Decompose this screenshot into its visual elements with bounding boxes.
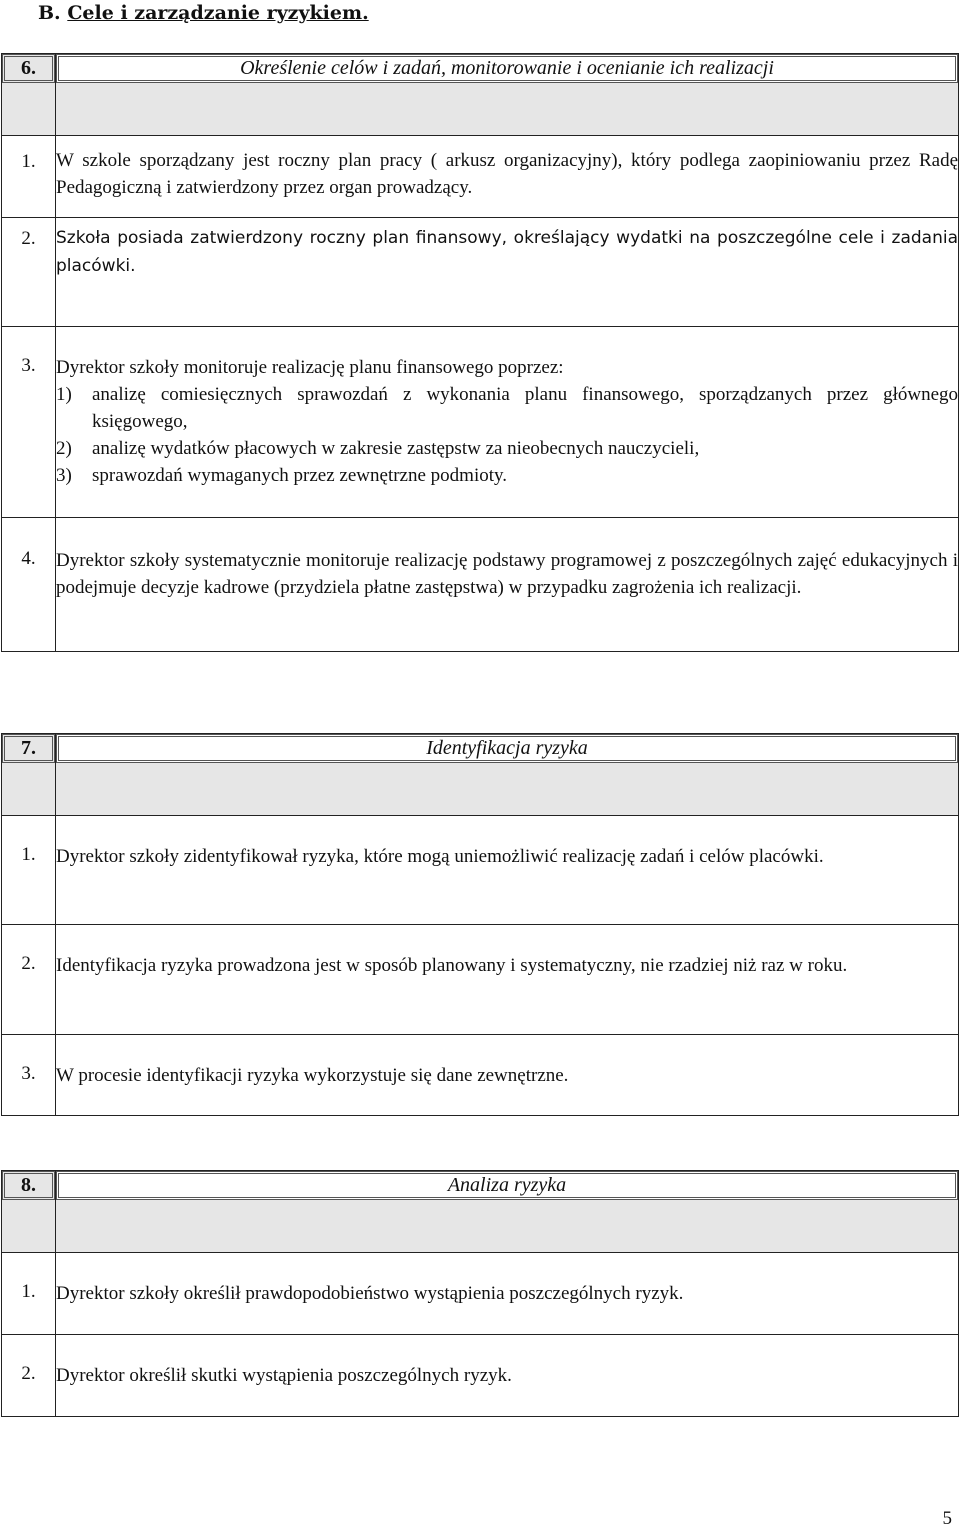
section-8-title: Analiza ryzyka: [56, 1171, 958, 1200]
subitem-text: sprawozdań wymaganych przez zewnętrzne podmioty.: [92, 465, 508, 486]
section-6-number: 6.: [2, 54, 55, 83]
section-7-number: 7.: [2, 734, 55, 763]
table-row: [2, 925, 959, 1035]
heading-text: Cele i zarządzanie ryzykiem.: [67, 2, 369, 24]
subitem-text: analizę comiesięcznych sprawozdań z wykonania planu finansowego, sporządzanych przez głównego księgowego,: [92, 384, 958, 432]
table-row: [2, 218, 959, 327]
item-text: Dyrektor szkoły monitoruje realizację planu finansowego poprzez:: [56, 357, 564, 378]
item-number: 2.: [2, 1335, 56, 1417]
section-8-number: 8.: [2, 1171, 55, 1200]
list-item: [56, 462, 958, 489]
item-text: Szkoła posiada zatwierdzony roczny plan finansowy, określający wydatki na poszczególne cele i zadania placówki.: [56, 218, 959, 327]
item-text: Dyrektor szkoły określił prawdopodobieństwo wystąpienia poszczególnych ryzyk.: [56, 1253, 959, 1335]
page-number: 5: [942, 1508, 952, 1529]
item-number: 2.: [2, 218, 56, 327]
subitem-label: 1): [56, 384, 72, 405]
table-row: [2, 518, 959, 652]
table-row: [2, 816, 959, 925]
section-6-table: [1, 53, 959, 652]
table-row: [2, 1035, 959, 1116]
item-number: 4.: [2, 518, 56, 652]
item-number: 3.: [2, 327, 56, 518]
item-number: 2.: [2, 925, 56, 1035]
item-text: Identyfikacja ryzyka prowadzona jest w sposób planowany i systematyczny, nie rzadziej niż raz w roku.: [56, 925, 959, 1035]
item-text: W procesie identyfikacji ryzyka wykorzystuje się dane zewnętrzne.: [56, 1035, 959, 1116]
item-text: Dyrektor szkoły systematycznie monitoruje realizację podstawy programowej z poszczególnych zajęć edukacyjnych i podejmuje decyzje kadrowe (przydziela płatne zastępstwa) w przypadku zagrożenia ich realizacji.: [56, 518, 959, 652]
heading-letter: B.: [38, 2, 61, 24]
item-number: 1.: [2, 136, 56, 218]
item-number: 1.: [2, 816, 56, 925]
subitem-label: 2): [56, 438, 72, 459]
item-body: [56, 327, 959, 518]
section-7-title: Identyfikacja ryzyka: [56, 734, 958, 763]
item-text: W szkole sporządzany jest roczny plan pracy ( arkusz organizacyjny), który podlega zaopiniowaniu przez Radę Pedagogiczną i zatwierdzony przez organ prowadzący.: [56, 136, 959, 218]
list-item: [56, 381, 958, 435]
table-row: [2, 1335, 959, 1417]
section-8-table: [1, 1170, 959, 1417]
table-row: [2, 136, 959, 218]
section-7-table: [1, 733, 959, 1116]
item-text: Dyrektor określił skutki wystąpienia poszczególnych ryzyk.: [56, 1335, 959, 1417]
section-heading: [38, 2, 369, 24]
list-item: [56, 435, 958, 462]
item-number: 3.: [2, 1035, 56, 1116]
table-row: [2, 1253, 959, 1335]
table-row: [2, 327, 959, 518]
item-text: Dyrektor szkoły zidentyfikował ryzyka, które mogą uniemożliwić realizację zadań i celów placówki.: [56, 816, 959, 925]
subitem-text: analizę wydatków płacowych w zakresie zastępstw za nieobecnych nauczycieli,: [92, 438, 700, 459]
subitem-label: 3): [56, 465, 72, 486]
section-6-title: Określenie celów i zadań, monitorowanie i ocenianie ich realizacji: [56, 54, 958, 83]
item-number: 1.: [2, 1253, 56, 1335]
